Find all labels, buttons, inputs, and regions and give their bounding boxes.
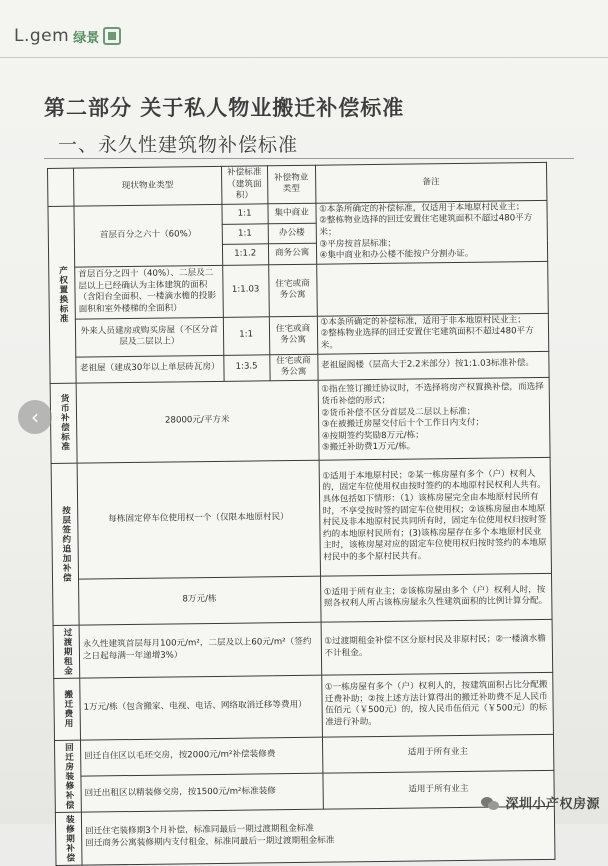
note-line: ④集中商业和办公楼不能按户分割办证。 [319,248,474,261]
note-cell: ①过渡期租金补偿不区分原村民及非原村民；②一楼滴水檐不计租金。 [321,619,553,675]
table-cell: 首层百分之六十（60%） [74,204,222,267]
table-cell: 8万元/栋 [78,576,320,625]
table-cell: 办公楼 [268,223,316,244]
note-cell [317,313,549,354]
table-cell: 28000元/平方米 [76,380,319,463]
header-divider [0,57,608,58]
note-line: ①本条所确定的补偿标准，适用于非本地原村民业主； [320,314,526,328]
note-cell [316,261,548,316]
watermark [481,793,600,812]
table-cell: 1:1 [223,317,269,355]
table-row [53,573,553,625]
note-cell [318,377,550,460]
table-header-row [48,162,547,206]
note-cell: ①一栋房屋有多个（户）权利人的，按建筑面积占比分配搬迁费补助；②按上述方法计算得出的搬迁补助费不足人民币伍佰元（￥500元）的，按人民币伍佰元（￥500元）的标准进行补助。 [321,672,553,737]
note-line: 回迁商务公寓装修期内支付租金，标准同最后一期过渡期租金标准 [85,835,335,849]
empty-header-cell [48,168,74,206]
table-cell: 1:1.03 [222,265,269,318]
table-cell: 1:1.2 [222,244,268,265]
note-line: 回迁住宅装修期3个月补偿，标准同最后一期过渡期租金标准 [85,824,315,837]
chevron-left-icon[interactable]: ‹ [18,400,52,434]
table-cell: 住宅或商务公寓 [268,264,317,317]
logo-mark-icon [103,27,121,45]
section-label: 装修期补偿 [55,812,82,865]
table-cell: 集中商业 [268,203,316,224]
header-cell: 补偿标准（建筑面积） [221,166,267,204]
table-cell: 老祖屋（建成30年以上单层砖瓦房） [76,355,224,383]
header-cell: 补偿物业类型 [267,165,315,203]
logo-cn: 绿景 [73,30,100,46]
section-label: 货币补偿标准 [50,383,77,463]
table-cell: 商务公寓 [268,244,316,265]
table-row [51,457,551,579]
table-cell: 回迁自住区以毛坯交房，按2000元/m²补偿装修费 [80,737,322,776]
section-label: 搬迁费用 [54,678,81,740]
section-label: 过渡期租金 [53,625,80,678]
logo [14,26,121,46]
watermark-text: 深圳小产权房源 [505,797,600,812]
note-cell: ①适用于本地原村民；②某一栋房屋有多个（户）权利人的，固定车位使用权由按时签约的本地原村民权利人共有。具体包括如下情形：（1）该栋房屋完全由本地原村民所有时，不享受按时签约固定车位使用权；②该栋房屋由本地原村民及非本地原村民共同所有时，固定车位使用权归按时签约的本地原村民所有；(3)该栋房屋存在多个本地原村民业主时，该栋房屋对应的固定车位使用权归按时签约的本地原村民中的多个原村民共有。 [319,457,552,576]
note-line: ④按期签约奖励8万元/栋； [321,430,424,442]
compensation-table [47,162,555,866]
subtitle-divider [44,158,574,159]
note-line: ③平房按首层标准； [319,238,396,250]
note-line: ②整栋物业选择的回迁安置住宅建筑面积不超过480平方米； [319,213,533,238]
logo-latin: L.gem [14,26,70,46]
note-line: ③在被搬迁房屋交付后十个工作日内支付； [321,417,485,430]
table-cell: 每栋固定停车位使用权一个（仅限本地原村民） [77,460,320,579]
table-cell: 首层百分之四十（40%）、二层及二层以上已经确认为主体建筑的面积（含阳台全面积、一楼滴水檐的投影面积和室外楼梯的全面积） [75,265,223,319]
note-cell: 适用于所有业主 [322,770,554,809]
note-line: ②货币补偿不区分首层及二层以上标准； [321,406,476,419]
table-row [49,313,548,357]
table-row [50,377,550,463]
table-row [54,672,554,740]
note-line: ①指在签订搬迁协议时，不选择将房产权置换补偿，而选择货币补偿的形式； [321,382,544,407]
table-row [54,734,553,776]
table-cell: 1万元/栋（包含搬家、电视、电话、网络取消迁移等费用） [80,675,322,740]
note-line: ①本条所确定的补偿标准，仅适用于本地原村民业主； [318,201,525,215]
section-label: 产权置换标准 [48,206,76,383]
table-row [55,806,555,865]
table-cell: 1:1 [222,204,268,225]
table-row [53,619,553,678]
note-line: ②整栋物业选择的回迁安置住宅建筑面积不超过480平方米。 [320,326,534,351]
table-cell: 回迁出租区以精装修交房，按1500元/m²标准装修 [81,773,323,812]
table-cell: 外来人员建房或购买房屋（不区分首层及二层以上） [75,317,223,357]
header-cell: 备注 [315,162,547,203]
note-cell [315,200,547,264]
note-cell: 适用于所有业主 [322,734,554,773]
header-cell: 现状物业类型 [73,166,221,206]
page-title: 第二部分 关于私人物业搬迁补偿标准 [44,96,405,120]
section-subtitle: 一、永久性建筑物补偿标准 [58,134,299,156]
table-row [49,261,549,319]
wechat-icon [481,795,501,811]
table-cell: 住宅或商务公寓 [269,354,317,381]
note-line: ⑤搬迁补助费1万元/栋。 [321,441,416,454]
note-cell: 老祖屋阁楼（层高大于2.2米部分）按1:1.03标准补偿。 [317,351,549,380]
table-row [55,770,554,812]
section-label: 按层签约追加补偿 [51,463,79,625]
note-cell: ①适用于所有业主；②该栋房屋由多个（户）权利人时，按照各权利人所占该栋房屋永久性建筑面积的比例计算分配。 [320,573,552,622]
table-cell: 1:3.5 [223,354,269,381]
table-cell: 1:1 [222,224,268,245]
section-label: 回迁房装修补偿 [54,740,81,813]
table-cell: 永久性建筑首层每月100元/m²，二层及以上60元/m²（签约之日起每满一年递增3%） [79,622,321,678]
table-cell: 住宅或商务公寓 [269,316,317,354]
table-cell [81,806,555,865]
